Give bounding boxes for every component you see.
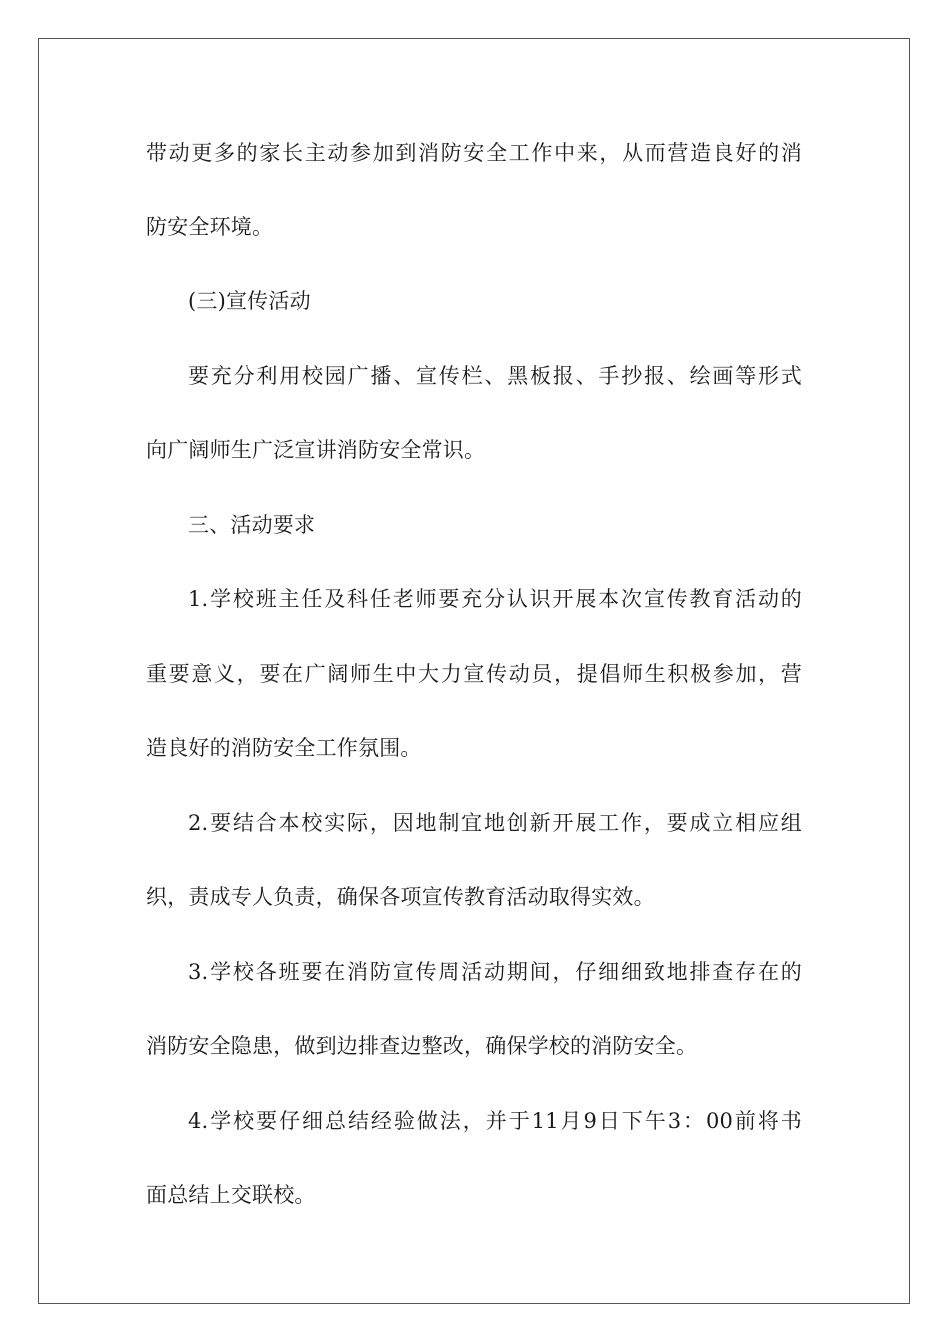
- paragraph-line: 造良好的消防安全工作氛围。: [146, 736, 422, 760]
- section-heading: 三、活动要求: [188, 513, 316, 537]
- paragraph-line: 3.学校各班要在消防宣传周活动期间，仔细细致地排查存在的: [188, 960, 802, 984]
- paragraph-line: 重要意义，要在广阔师生中大力宣传动员，提倡师生积极参加，营: [146, 662, 802, 686]
- page-frame: [38, 38, 910, 1304]
- paragraph-line: 4.学校要仔细总结经验做法，并于11月9日下午3：00前将书: [188, 1109, 802, 1133]
- paragraph-line: 要充分利用校园广播、宣传栏、黑板报、手抄报、绘画等形式: [188, 364, 802, 388]
- paragraph-line: 2.要结合本校实际，因地制宜地创新开展工作，要成立相应组: [188, 811, 802, 835]
- paragraph-line: 带动更多的家长主动参加到消防安全工作中来，从而营造良好的消: [146, 141, 802, 165]
- section-heading: (三)宣传活动: [188, 289, 311, 313]
- paragraph-line: 消防安全隐患，做到边排查边整改，确保学校的消防安全。: [146, 1034, 698, 1058]
- paragraph-line: 面总结上交联校。: [146, 1183, 316, 1207]
- paragraph-line: 织，责成专人负责，确保各项宣传教育活动取得实效。: [146, 885, 655, 909]
- paragraph-line: 向广阔师生广泛宣讲消防安全常识。: [146, 438, 486, 462]
- paragraph-line: 1.学校班主任及科任老师要充分认识开展本次宣传教育活动的: [188, 587, 802, 611]
- paragraph-line: 防安全环境。: [146, 215, 274, 239]
